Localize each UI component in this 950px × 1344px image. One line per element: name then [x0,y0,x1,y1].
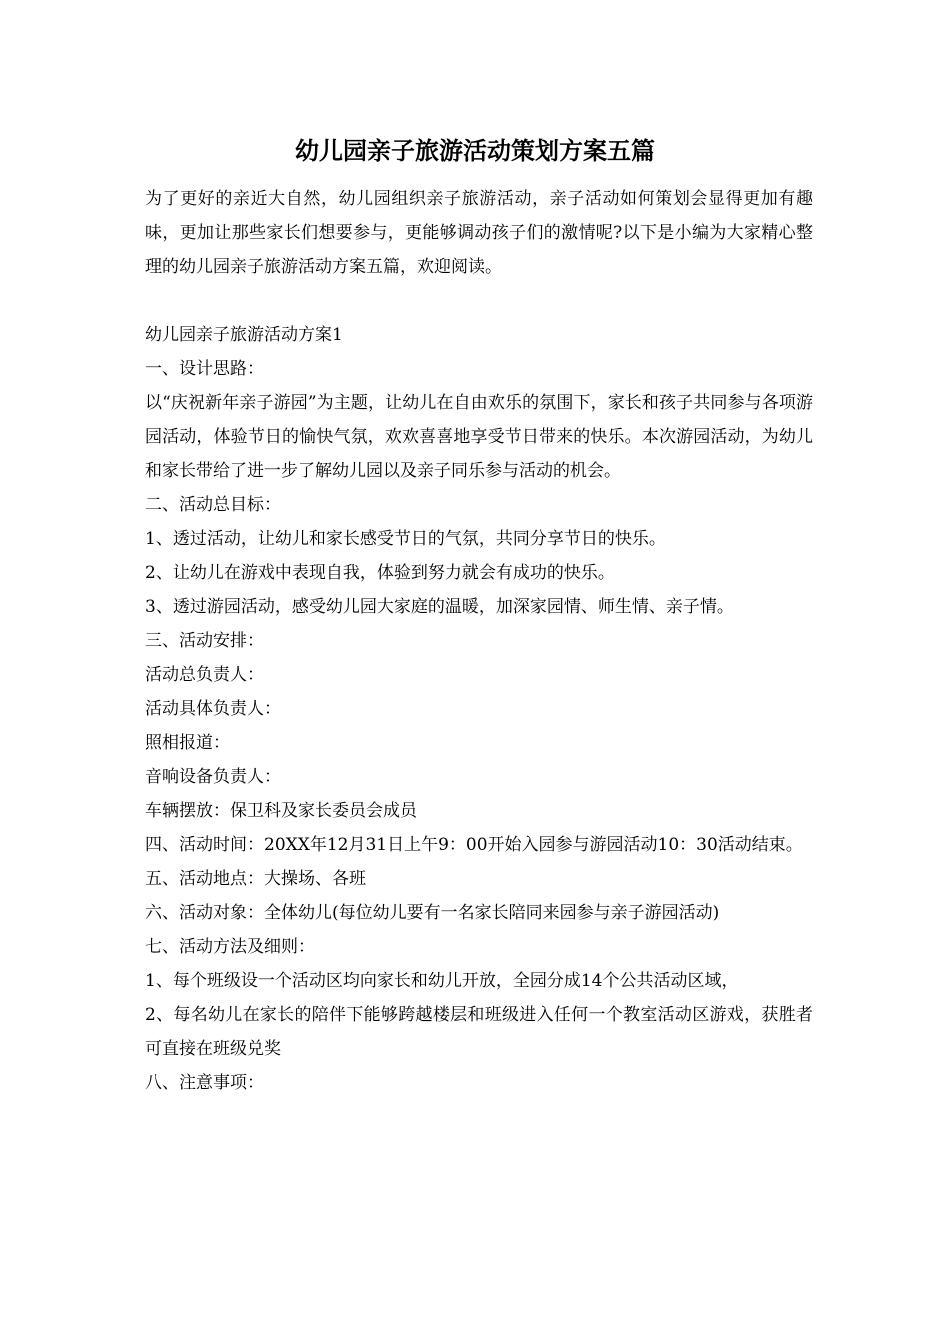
heading-methods: 七、活动方法及细则： [145,937,315,957]
goal-item-1: 1、透过活动，让幼儿和家长感受节日的气氛，共同分享节日的快乐。 [145,529,666,549]
arrangement-chief: 活动总负责人： [145,665,264,685]
arrangement-vehicles: 车辆摆放：保卫科及家长委员会成员 [145,801,417,821]
paragraph-design-idea: 以“庆祝新年亲子游园”为主题，让幼儿在自由欢乐的氛围下，家长和孩子共同参与各项游园活动，体验节日的愉快气氛，欢欢喜喜地享受节日带来的快乐。本次游园活动，为幼儿和家长带给了进一步了解幼儿园以及亲子同乐参与活动的机会。 [145,393,813,481]
arrangement-specific: 活动具体负责人： [145,699,281,719]
document-title: 幼儿园亲子旅游活动策划方案五篇 [295,136,655,165]
arrangement-photo: 照相报道： [145,733,230,753]
document-body [145,182,813,1100]
heading-design-idea: 一、设计思路： [145,359,264,379]
activity-time: 四、活动时间：20XX年12月31日上午9：00开始入园参与游园活动10：30活动结束。 [145,835,803,855]
goal-item-2: 2、让幼儿在游戏中表现自我，体验到努力就会有成功的快乐。 [145,563,615,583]
heading-notes: 八、注意事项： [145,1073,264,1093]
arrangement-audio: 音响设备负责人： [145,767,281,787]
activity-audience: 六、活动对象：全体幼儿(每位幼儿要有一名家长陪同来园参与亲子游园活动) [145,903,720,923]
activity-location: 五、活动地点：大操场、各班 [145,869,366,889]
goal-item-3: 3、透过游园活动，感受幼儿园大家庭的温暖，加深家园情、师生情、亲子情。 [145,597,734,617]
method-item-1: 1、每个班级设一个活动区均向家长和幼儿开放，全园分成14个公共活动区域， [145,971,739,991]
section-heading: 幼儿园亲子旅游活动方案1 [145,325,343,345]
method-item-2: 2、每名幼儿在家长的陪伴下能够跨越楼层和班级进入任何一个教室活动区游戏，获胜者可直接在班级兑奖 [145,1005,813,1059]
intro-paragraph: 为了更好的亲近大自然，幼儿园组织亲子旅游活动，亲子活动如何策划会显得更加有趣味，更加让那些家长们想要参与，更能够调动孩子们的激情呢?以下是小编为大家精心整理的幼儿园亲子旅游活动方案五篇，欢迎阅读。 [145,189,813,277]
heading-arrangement: 三、活动安排： [145,631,264,651]
heading-overall-goal: 二、活动总目标： [145,495,281,515]
paragraph-gap [145,284,813,318]
